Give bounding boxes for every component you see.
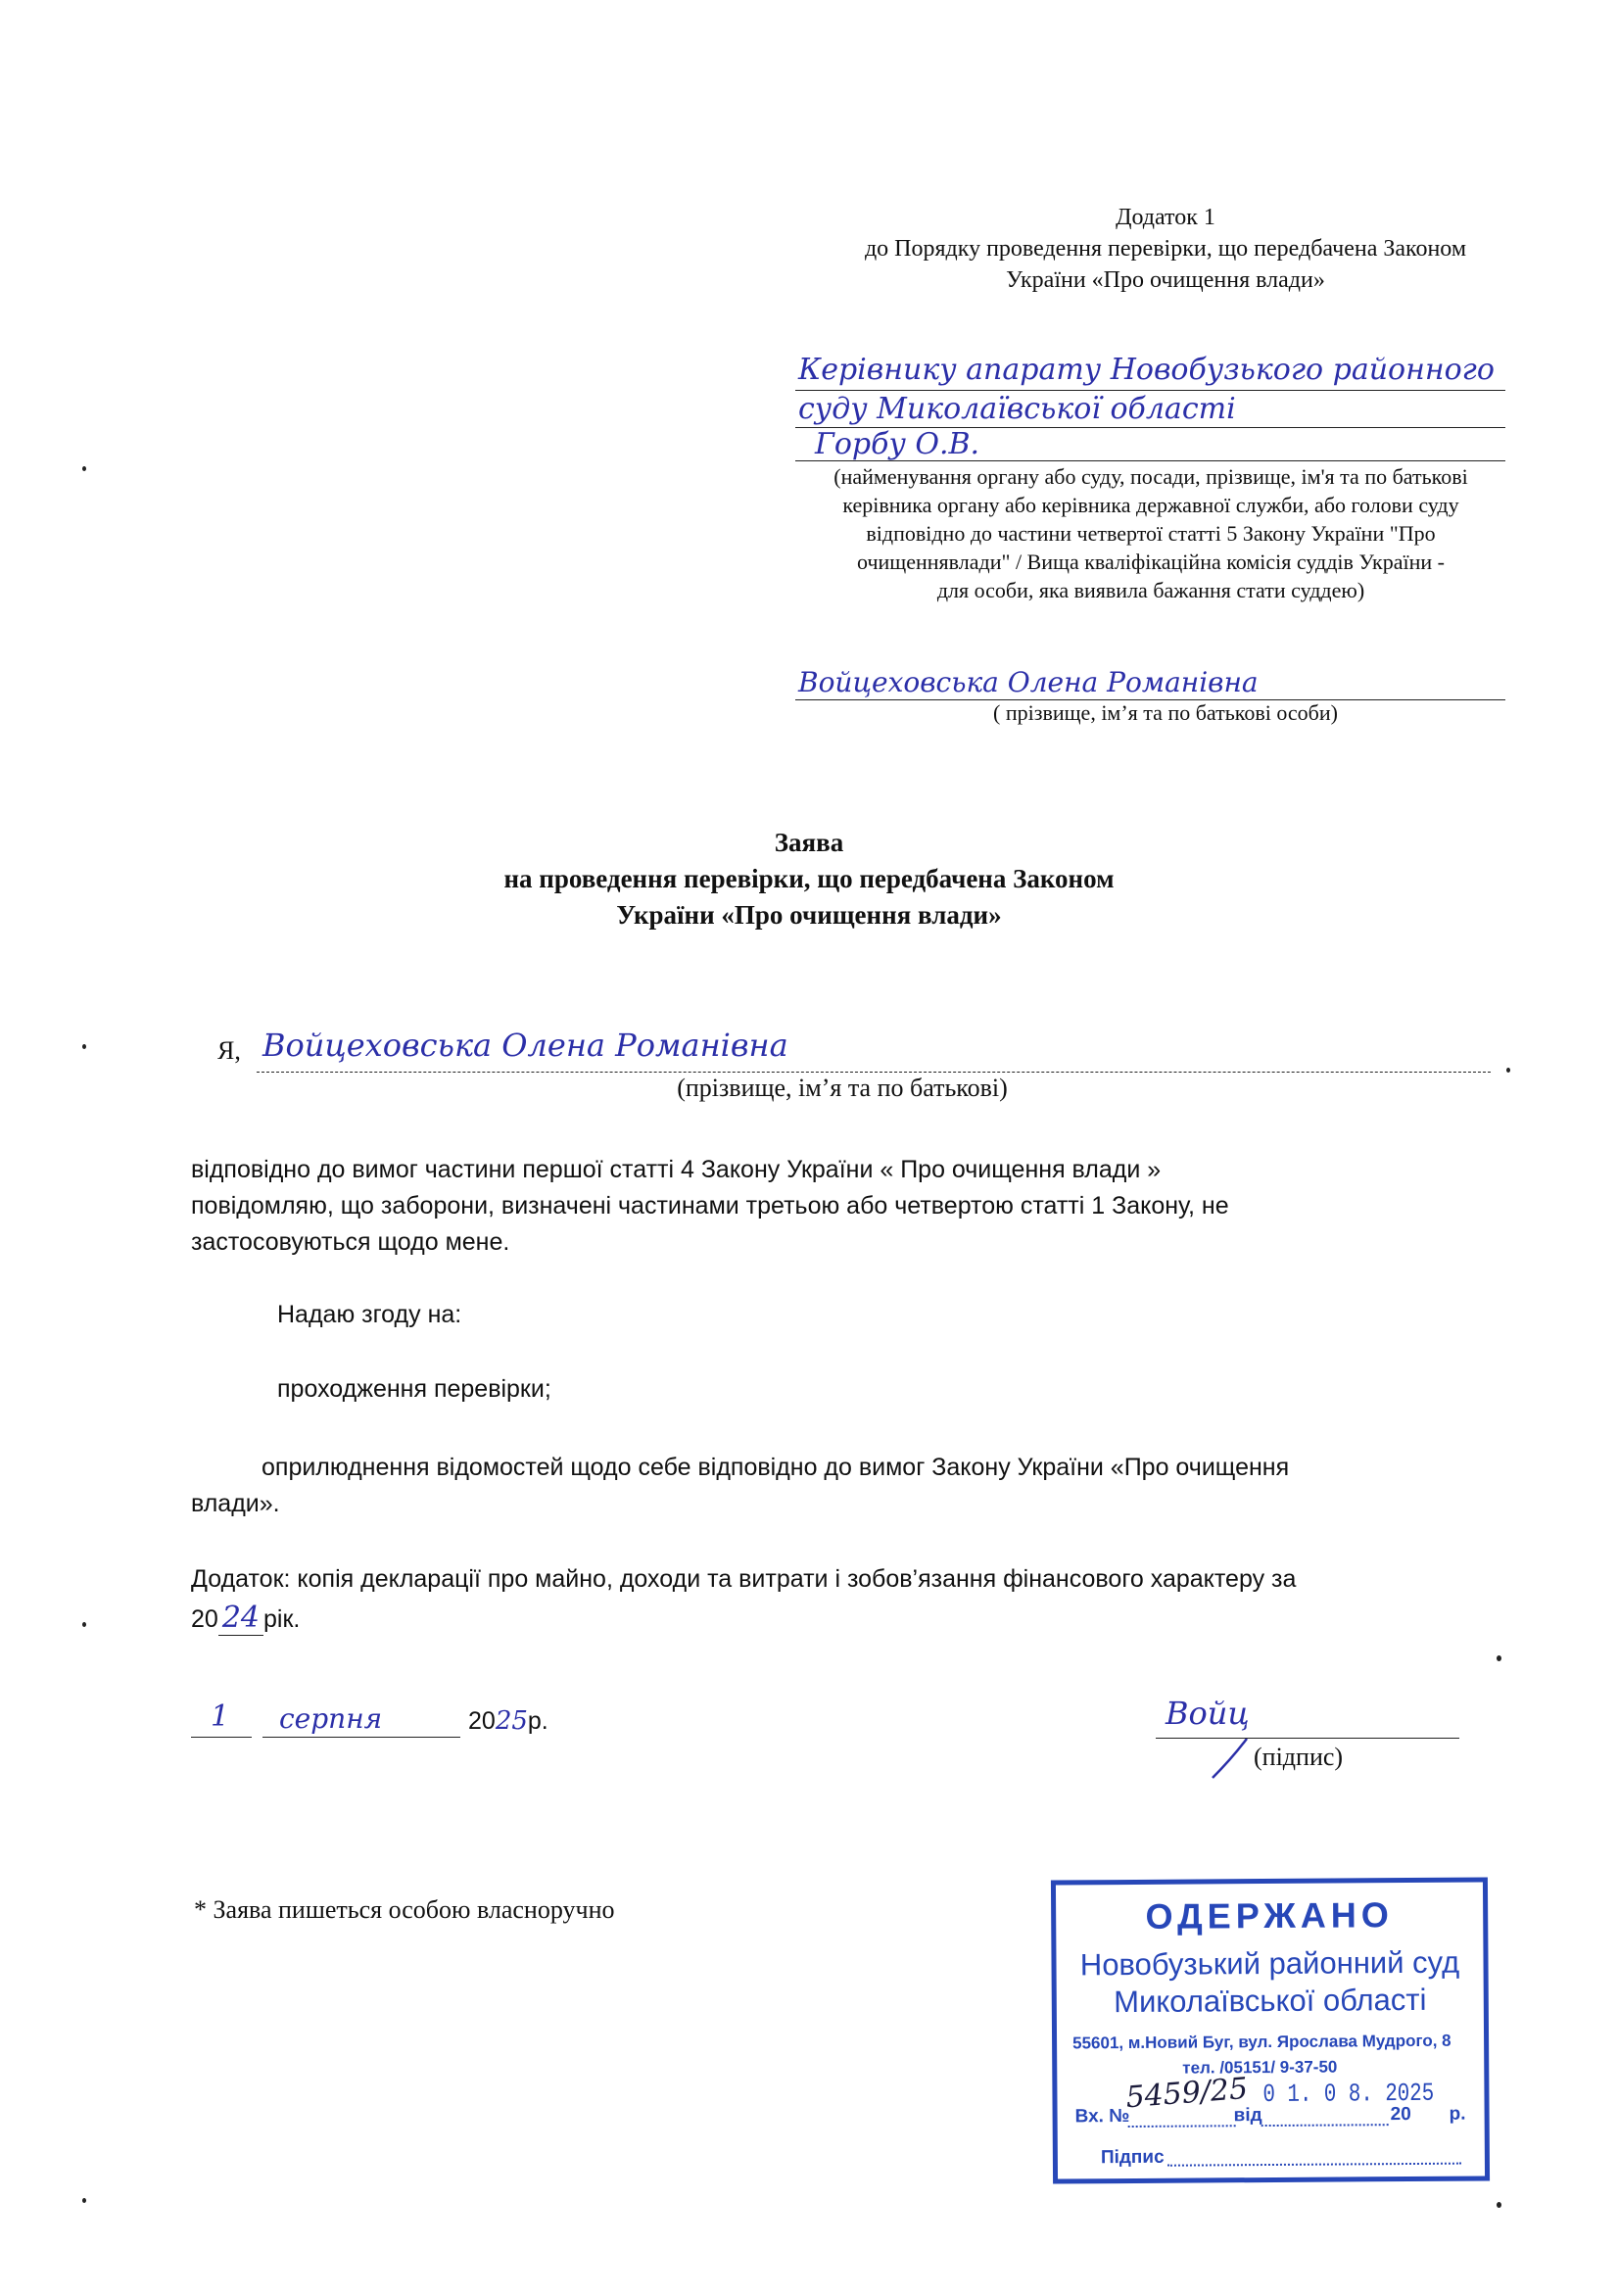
stamp-title: ОДЕРЖАНО bbox=[1145, 1894, 1394, 1937]
annex-line2: до Порядку проведення перевірки, що передбачена Законом bbox=[864, 236, 1467, 262]
stamp-from-label: від bbox=[1233, 2105, 1262, 2127]
stamp-in-no-line bbox=[1128, 2125, 1236, 2128]
date-month-underline bbox=[262, 1737, 460, 1738]
body-name-caption: (прізвище, ім’я та по батькові) bbox=[677, 1074, 1008, 1102]
addressee-handwritten-line3: Горбу О.В. bbox=[815, 427, 980, 461]
ya-prefix: Я, bbox=[217, 1036, 241, 1065]
stamp-court-line1: Новобузький районний суд bbox=[1079, 1944, 1460, 1983]
stamp-phone: тел. /05151/ 9-37-50 bbox=[1182, 2057, 1338, 2078]
annex-title: Додаток 1 bbox=[1116, 205, 1215, 230]
para1 bbox=[191, 1152, 1543, 1261]
consent-item2-line1: оприлюднення відомостей щодо себе відповідно до вимог Закону України «Про очищення bbox=[262, 1454, 1290, 1481]
stamp-court-line2: Миколаївської області bbox=[1114, 1982, 1427, 2020]
stamp-year-tail: 20 bbox=[1390, 2103, 1411, 2126]
annex-note-line1: Додаток: копія декларації про майно, доходи та витрати і зобов’язання фінансового характеру за bbox=[191, 1565, 1297, 1593]
applicant-handwritten-name: Войцеховська Олена Романівна bbox=[798, 666, 1259, 698]
addressee-caption-line1: (найменування органу або суду, посади, прізвище, ім'я та по батькові bbox=[833, 464, 1468, 489]
stamp-sign-line bbox=[1167, 2163, 1461, 2167]
date-day-hand: 1 bbox=[211, 1699, 230, 1734]
stamp-year-suffix: р. bbox=[1449, 2103, 1466, 2125]
addressee-caption-line3: відповідно до частини четвертої статті 5 Закону України "Про bbox=[866, 521, 1436, 546]
scan-speck bbox=[1497, 2202, 1501, 2208]
scan-speck bbox=[82, 466, 86, 471]
consent-item2 bbox=[191, 1450, 1543, 1522]
signature-underline bbox=[1156, 1738, 1459, 1739]
scan-speck bbox=[82, 2198, 86, 2203]
stamp-date-value: 0 1. 0 8. 2025 bbox=[1262, 2078, 1435, 2110]
addressee-caption-line4: очищеннявлади" / Вища кваліфікаційна комісія суддів України - bbox=[857, 550, 1445, 574]
stamp-in-no-value: 5459/25 bbox=[1124, 2071, 1250, 2116]
para1-line3: застосовуються щодо мене. bbox=[191, 1228, 510, 1256]
consent-item2-line2: влади». bbox=[191, 1490, 280, 1517]
stamp-address: 55601, м.Новий Буг, вул. Ярослава Мудрого, 8 bbox=[1072, 2031, 1451, 2053]
para1-line2: повідомляю, що заборони, визначені частинами третьою або четвертою статті 1 Закону, не bbox=[191, 1192, 1229, 1220]
signature-stroke bbox=[1203, 1734, 1261, 1783]
addressee-caption-line5: для особи, яка виявила бажання стати суддею) bbox=[936, 578, 1365, 602]
consent-intro: Надаю згоду на: bbox=[277, 1301, 462, 1328]
addressee-caption-line2: керівника органу або керівника державної служби, або голови суду bbox=[842, 493, 1459, 517]
received-stamp bbox=[1051, 1877, 1490, 2183]
body-name-underline bbox=[257, 1072, 1491, 1073]
addressee-underline1 bbox=[795, 390, 1505, 391]
signature-caption: (підпис) bbox=[1254, 1743, 1344, 1771]
date-day-underline bbox=[191, 1737, 252, 1738]
document-title bbox=[294, 825, 1324, 933]
addressee-handwritten-line2: суду Миколаївської області bbox=[798, 392, 1236, 426]
annex-line3: України «Про очищення влади» bbox=[1006, 267, 1325, 293]
annex-note-year bbox=[191, 1601, 300, 1635]
date-year-suffix: р. bbox=[527, 1707, 548, 1735]
scan-speck bbox=[1497, 1655, 1501, 1661]
annex-year-prefix: 20 bbox=[191, 1605, 218, 1633]
signature-hand: Войц bbox=[1166, 1695, 1250, 1732]
addressee-underline3 bbox=[795, 460, 1505, 461]
footnote: * Заява пишеться особою власноручно bbox=[194, 1895, 615, 1924]
stamp-date-line bbox=[1261, 2124, 1389, 2127]
title-line2: на проведення перевірки, що передбачена Законом bbox=[503, 864, 1115, 893]
annex-year-suffix: рік. bbox=[263, 1605, 301, 1633]
body-handwritten-name: Войцеховська Олена Романівна bbox=[262, 1027, 788, 1064]
applicant-caption: ( прізвище, ім’я та по батькові особи) bbox=[993, 700, 1338, 725]
date-year bbox=[468, 1706, 548, 1736]
stamp-in-no-label: Вх. № bbox=[1074, 2106, 1130, 2128]
scan-speck bbox=[82, 1622, 86, 1627]
title-line3: України «Про очищення влади» bbox=[616, 900, 1002, 930]
annex-block bbox=[803, 202, 1528, 296]
consent-item1: проходження перевірки; bbox=[277, 1375, 551, 1403]
date-month-hand: серпня bbox=[279, 1702, 383, 1735]
stamp-sign-label: Підпис bbox=[1100, 2146, 1165, 2169]
addressee-caption bbox=[784, 462, 1518, 604]
annex-year-hand: 24 bbox=[218, 1601, 263, 1636]
para1-line1: відповідно до вимог частини першої статті 4 Закону України « Про очищення влади » bbox=[191, 1156, 1162, 1183]
title-line1: Заява bbox=[774, 828, 844, 857]
date-year-prefix: 20 bbox=[468, 1707, 496, 1735]
scan-speck bbox=[82, 1044, 86, 1049]
scan-speck bbox=[1506, 1068, 1510, 1073]
addressee-handwritten-line1: Керівнику апарату Новобузького районного bbox=[798, 353, 1495, 387]
date-year-hand: 25 bbox=[495, 1706, 528, 1736]
